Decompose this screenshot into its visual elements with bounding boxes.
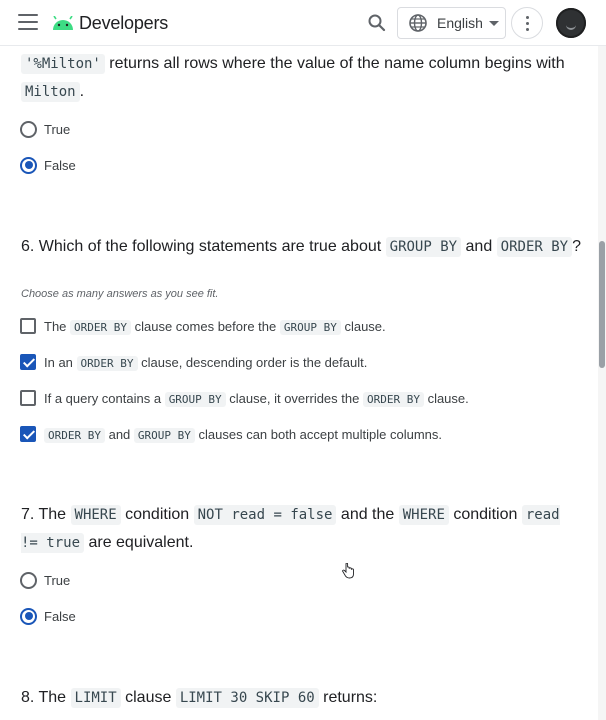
avatar[interactable] bbox=[556, 8, 586, 38]
developers-logo[interactable] bbox=[52, 10, 168, 36]
question-6-hint: Choose as many answers as you see fit. bbox=[21, 288, 219, 300]
more-vert-icon[interactable] bbox=[511, 7, 543, 39]
globe-icon bbox=[408, 13, 428, 33]
code-milton-pattern: '%Milton' bbox=[21, 54, 105, 74]
language-label: English bbox=[437, 15, 483, 31]
q5-option-true[interactable]: True bbox=[20, 119, 70, 139]
hand-pointer-cursor-icon bbox=[341, 563, 355, 579]
radio-false-selected[interactable] bbox=[20, 608, 37, 625]
scrollbar-track[interactable] bbox=[598, 46, 606, 720]
top-app-bar bbox=[0, 0, 606, 46]
q6-option-4[interactable]: ORDER BY and GROUP BY clauses can both accept multiple columns. bbox=[20, 424, 442, 444]
question-8-text: 8. The LIMIT clause LIMIT 30 SKIP 60 returns: bbox=[21, 689, 378, 706]
logo-text: Developers bbox=[79, 12, 169, 33]
scrollbar-thumb[interactable] bbox=[599, 241, 605, 368]
search-icon[interactable] bbox=[366, 12, 388, 34]
checkbox-2-checked[interactable] bbox=[20, 354, 36, 370]
hamburger-menu-icon[interactable] bbox=[18, 14, 38, 30]
q6-option-2[interactable]: In an ORDER BY clause, descending order is the default. bbox=[20, 352, 367, 372]
code-where-2: WHERE bbox=[399, 505, 449, 525]
code-order-by: ORDER BY bbox=[497, 237, 572, 257]
question-6-text: 6. Which of the following statements are true about GROUP BY and ORDER BY ? bbox=[21, 238, 582, 255]
radio-true[interactable] bbox=[20, 572, 37, 589]
q5-option-false[interactable]: False bbox=[20, 155, 76, 175]
checkbox-3[interactable] bbox=[20, 390, 36, 406]
question-5-text: '%Milton' returns all rows where the value of the name column begins with Milton . bbox=[21, 50, 581, 106]
chevron-down-icon bbox=[489, 21, 499, 26]
question-7-text: 7. The WHERE condition NOT read = false and the WHERE condition read != true are equivalent. bbox=[21, 506, 560, 551]
q6-option-3[interactable]: If a query contains a GROUP BY clause, it overrides the ORDER BY clause. bbox=[20, 388, 469, 408]
code-limit-skip: LIMIT 30 SKIP 60 bbox=[176, 688, 319, 708]
code-milton: Milton bbox=[21, 82, 80, 102]
q6-option-1[interactable]: The ORDER BY clause comes before the GROUP BY clause. bbox=[20, 316, 386, 336]
radio-false-selected[interactable] bbox=[20, 157, 37, 174]
q7-option-false[interactable]: False bbox=[20, 606, 76, 626]
code-where: WHERE bbox=[71, 505, 121, 525]
radio-true[interactable] bbox=[20, 121, 37, 138]
checkbox-4-checked[interactable] bbox=[20, 426, 36, 442]
q7-option-true[interactable]: True bbox=[20, 570, 70, 590]
checkbox-1[interactable] bbox=[20, 318, 36, 334]
code-not-read-false: NOT read = false bbox=[194, 505, 337, 525]
code-read-ne-true: read != true bbox=[21, 507, 560, 551]
language-selector[interactable] bbox=[397, 7, 506, 39]
android-head-icon bbox=[52, 16, 74, 30]
code-limit: LIMIT bbox=[71, 688, 121, 708]
code-group-by: GROUP BY bbox=[386, 237, 461, 257]
